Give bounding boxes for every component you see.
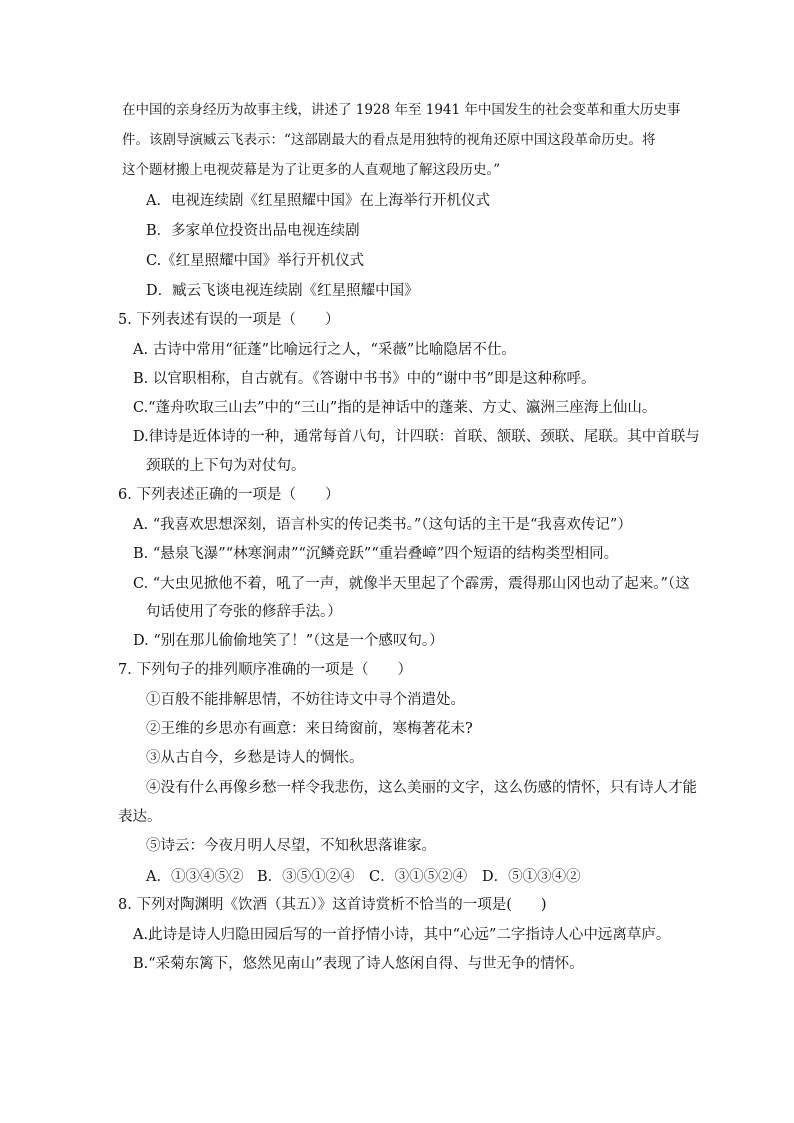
q6-option-b: B. “悬泉飞瀑”“林寒涧肃”“沉鳞竞跃”“重岩叠嶂”四个短语的结构类型相同。	[133, 546, 619, 562]
q5-option-d-cont: 颈联的上下句为对仗句。	[146, 458, 306, 474]
q8-option-b: B.“采菊东篱下，悠然见南山”表现了诗人悠闲自得、与世无争的情怀。	[133, 956, 584, 972]
q6-option-d: D. “别在那儿偷偷地笑了！”（这是一个感叹句。）	[133, 633, 444, 649]
q4-option-b: B．多家单位投资出品电视连续剧	[146, 223, 360, 239]
q7-sentence: ③从古自今，乡愁是诗人的惆怅。	[146, 750, 364, 766]
q5-option-c: C.“蓬舟吹取三山去”中的“三山”指的是神话中的蓬莱、方丈、瀛洲三座海上仙山。	[133, 400, 657, 416]
passage-line: 在中国的亲身经历为故事主线，讲述了 1928 年至 1941 年中国发生的社会变革和重大历史事	[122, 102, 681, 118]
q5-option-b: B. 以官职相称，自古就有。《答谢中书书》中的“谢中书”即是这种称呼。	[133, 371, 596, 387]
q7-sentence: ②王维的乡思亦有画意：来日绮窗前，寒梅著花未?	[146, 721, 473, 737]
q7-sentence: ①百般不能排解思情，不妨往诗文中寻个消遣处。	[146, 692, 465, 708]
q5-option-a: A. 古诗中常用“征蓬”比喻远行之人，“采薇”比喻隐居不仕。	[133, 342, 516, 358]
q6-option-c-cont: 句话使用了夸张的修辞手法。）	[146, 604, 342, 620]
q5-option-d: D.律诗是近体诗的一种，通常每首八句，计四联：首联、颔联、颈联、尾联。其中首联与	[133, 429, 700, 445]
q7-option-c: C．③①⑤②④	[369, 869, 468, 885]
q4-option-c: C.《红星照耀中国》举行开机仪式	[146, 253, 365, 269]
q7-sentence-cont: 表达。	[118, 809, 162, 825]
q6-option-a: A. “我喜欢思想深刻，语言朴实的传记类书。”（这句话的主干是“我喜欢传记”）	[133, 517, 632, 533]
q6-option-c: C. “大虫见掀他不着，吼了一声，就像半天里起了个霹雳，震得那山冈也动了起来。”（这	[133, 576, 690, 592]
q5-stem: 5. 下列表述有误的一项是（ ）	[118, 312, 340, 328]
q7-stem: 7. 下列句子的排列顺序准确的一项是（ ）	[118, 662, 412, 678]
q4-option-d: D．臧云飞谈电视连续剧《红星照耀中国》	[146, 283, 419, 299]
q8-option-a: A.此诗是诗人归隐田园后写的一首抒情小诗，其中“心远”二字指诗人心中远离草庐。	[133, 927, 671, 943]
q6-stem: 6. 下列表述正确的一项是（ ）	[118, 487, 340, 503]
q7-sentence: ④没有什么再像乡愁一样令我悲伤，这么美丽的文字，这么伤感的情怀，只有诗人才能	[146, 780, 697, 796]
q8-stem: 8. 下列对陶渊明《饮酒（其五）》这首诗赏析不恰当的一项是( )	[118, 897, 547, 913]
passage-line: 件。该剧导演臧云飞表示：“这部剧最大的看点是用独特的视角还原中国这段革命历史。将	[122, 132, 656, 148]
q7-sentence: ⑤诗云：今夜月明人尽望，不知秋思落谁家。	[146, 838, 436, 854]
q4-option-a: A．电视连续剧《红星照耀中国》在上海举行开机仪式	[146, 193, 490, 209]
q7-option-a: A．①③④⑤②	[146, 869, 244, 885]
passage-line: 这个题材搬上电视荧幕是为了让更多的人直观地了解这段历史。”	[122, 162, 501, 178]
q7-option-d: D．⑤①③④②	[482, 869, 581, 885]
q7-option-b: B．③⑤①②④	[257, 869, 355, 885]
